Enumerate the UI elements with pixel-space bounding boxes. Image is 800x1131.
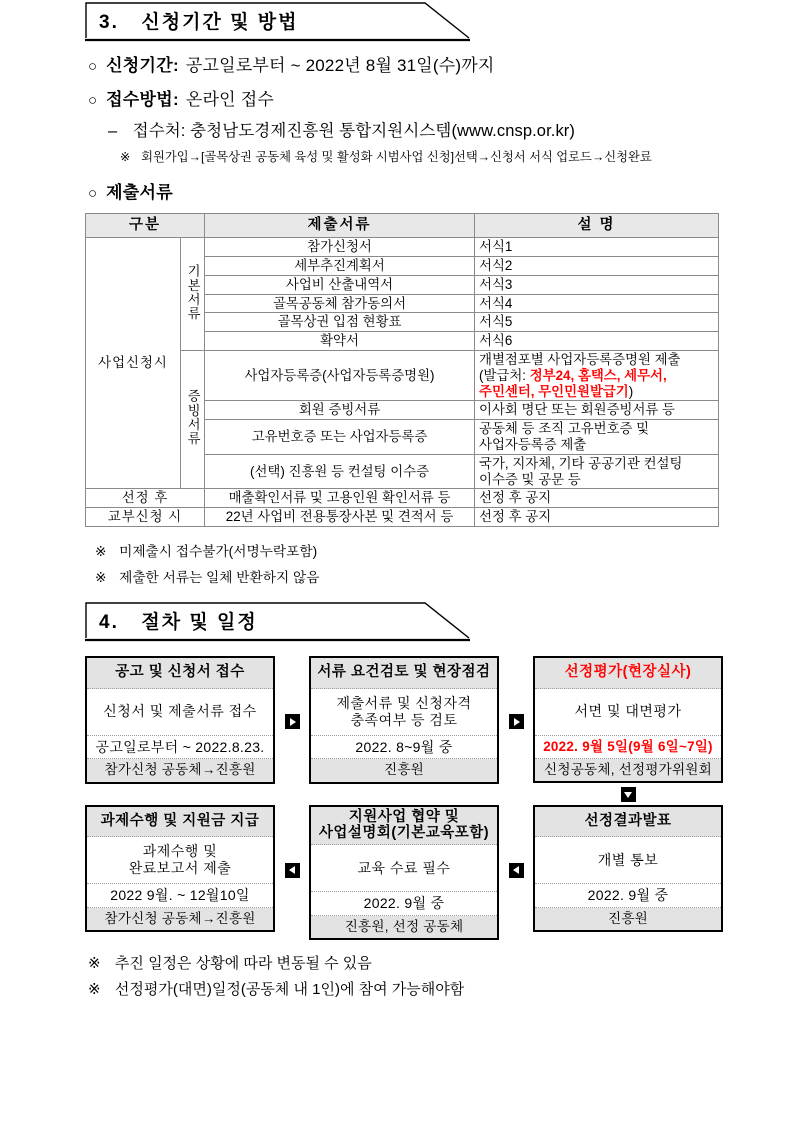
flow-step-org: 진흥원 (535, 908, 721, 930)
right-arrow-icon (285, 714, 300, 729)
col-header-category: 구분 (86, 214, 205, 238)
col-header-document: 제출서류 (205, 214, 475, 238)
flow-step-date: 2022. 9월 중 (311, 892, 497, 916)
table-note-2 (95, 566, 800, 586)
flow-step-title: 과제수행 및 지원금 지급 (87, 807, 273, 837)
table-row (86, 489, 719, 508)
table-header-row (86, 214, 719, 238)
process-note-text: 회원가입→[골목상권 공동체 육성 및 활성화 시범사업 신청]선택→신청서 서식 업로드→신청완료 (141, 150, 652, 164)
flow-step-date: 2022. 8~9월 중 (311, 736, 497, 760)
flow-step-date: 공고일로부터 ~ 2022.8.23. (87, 736, 273, 760)
issuer-red-1: 정부24, 홈택스, 세무서, (529, 367, 667, 383)
down-arrow-icon (621, 787, 636, 802)
flow-step-body: 신청서 및 제출서류 접수 (87, 689, 273, 736)
section-3-title-text: 신청기간 및 방법 (141, 12, 299, 33)
table-row (86, 238, 719, 257)
flow-step-title-line1: 지원사업 협약 및 (348, 808, 460, 825)
dash-mark: – (108, 122, 118, 140)
col-header-description: 설 명 (475, 214, 719, 238)
flow-step-title: 공고 및 신청서 접수 (87, 658, 273, 688)
note-mark-icon: ※ (95, 570, 107, 586)
doc-name: 회원 증빙서류 (205, 401, 475, 420)
flow-step-date: 2022. 9월 중 (535, 884, 721, 908)
group-basic-cell: 기본서류 (181, 238, 205, 351)
doc-name: 22년 사업비 전용통장사본 및 견적서 등 (205, 508, 475, 527)
flow-note-1-text: 추진 일정은 상황에 따라 변동될 수 있음 (114, 955, 372, 973)
submission-docs-heading (88, 178, 800, 203)
doc-desc: 서식3 (475, 275, 719, 294)
table-note-1 (95, 540, 800, 560)
section-4-title (99, 607, 258, 634)
flow-step-body (87, 837, 273, 884)
flow-step-title: 서류 요건검토 및 현장점검 (311, 658, 497, 688)
doc-desc: 이사회 명단 또는 회원증빙서류 등 (475, 401, 719, 420)
application-method-value: 온라인 접수 (185, 90, 274, 109)
left-arrow-icon (285, 863, 300, 878)
doc-name: 세부추진계획서 (205, 256, 475, 275)
receiver-text: 접수처: 충청남도경제진흥원 통합지원시스템(www.cnsp.or.kr) (132, 122, 575, 140)
application-period-label: 신청기간: (106, 56, 179, 75)
doc-desc (475, 420, 719, 455)
process-flowchart (85, 656, 800, 940)
flow-arrow-2 (499, 656, 533, 729)
doc-desc-line2: (발급처: 정부24, 홈택스, 세무서, (479, 367, 667, 383)
flow-note-2-text: 선정평가(대면)일정(공동체 내 1인)에 참여 가능해야함 (114, 981, 465, 999)
doc-name: 사업자등록증(사업자등록증명원) (205, 350, 475, 400)
flow-step-date: 2022. 9월 5일(9월 6일~7일) (535, 736, 721, 759)
flow-step-date: 2022 9월. ~ 12월10일 (87, 884, 273, 908)
category-grant-request: 교부신청 시 (86, 508, 205, 527)
flow-step-title: 선정평가(현장실사) (535, 658, 721, 688)
doc-desc-line1: 공동체 등 조직 고유번호증 및 (479, 421, 650, 437)
doc-desc (475, 350, 719, 400)
flow-step-title: 선정결과발표 (535, 807, 721, 837)
submission-documents-table (85, 213, 719, 527)
flow-step-body: 개별 통보 (535, 837, 721, 884)
doc-desc: 선정 후 공지 (475, 489, 719, 508)
flow-step-title (311, 807, 497, 845)
bullet-circle-icon: ○ (88, 58, 98, 75)
doc-name: (선택) 진흥원 등 컨설팅 이수증 (205, 454, 475, 489)
flow-arrow-1 (275, 656, 309, 729)
flow-note-2 (88, 978, 800, 999)
doc-desc-line2: 사업자등록증 제출 (479, 437, 587, 453)
application-period-value: 공고일로부터 ~ 2022년 8월 31일(수)까지 (185, 56, 495, 75)
issuer-red-2: 주민센터, 무인민원발급기 (479, 383, 629, 399)
left-arrow-icon (509, 863, 524, 878)
flow-step-execution (85, 805, 275, 933)
doc-desc: 서식1 (475, 238, 719, 257)
table-row (86, 508, 719, 527)
application-method-line (88, 85, 800, 110)
doc-desc: 서식2 (475, 256, 719, 275)
table-note-1-text: 미제출시 접수불가(서명누락포함) (119, 544, 318, 560)
note-mark-icon: ※ (88, 955, 101, 973)
doc-desc-line1: 국가, 지자체, 기타 공공기관 컨설팅 (479, 455, 683, 471)
flow-step-org: 신청공동체, 선정평가위원회 (535, 759, 721, 781)
doc-desc: 서식6 (475, 332, 719, 351)
flow-step-result (533, 805, 723, 933)
receiver-line (108, 117, 800, 141)
flow-step-announcement (85, 656, 275, 784)
doc-name: 골목공동체 참가동의서 (205, 294, 475, 313)
flow-step-body: 교육 수료 필수 (311, 845, 497, 892)
doc-name: 고유번호증 또는 사업자등록증 (205, 420, 475, 455)
doc-desc: 서식5 (475, 313, 719, 332)
section-3-header (85, 0, 470, 42)
section-3-title (99, 7, 298, 34)
flow-step-body-line1: 과제수행 및 (142, 843, 218, 860)
doc-name: 확약서 (205, 332, 475, 351)
flow-vertical-connector (533, 784, 723, 805)
table-row (86, 350, 719, 400)
doc-name: 매출확인서류 및 고용인원 확인서류 등 (205, 489, 475, 508)
flow-step-body-line1: 제출서류 및 신청자격 (336, 694, 472, 711)
flow-step-org: 진흥원 (311, 759, 497, 781)
note-mark-icon: ※ (88, 981, 101, 999)
doc-desc (475, 454, 719, 489)
flow-row-2 (85, 805, 800, 940)
flow-step-org: 참가신청 공동체→진흥원 (87, 759, 273, 781)
doc-name: 참가신청서 (205, 238, 475, 257)
submission-docs-heading-text: 제출서류 (106, 183, 173, 202)
flow-step-body (311, 689, 497, 736)
category-apply-cell: 사업신청시 (86, 238, 181, 489)
bullet-circle-icon: ○ (88, 185, 98, 202)
flow-step-title-line2: 사업설명회(기본교육포함) (318, 825, 490, 842)
section-4-number: 4. (99, 612, 119, 634)
right-arrow-icon (509, 714, 524, 729)
doc-desc: 서식4 (475, 294, 719, 313)
flow-step-body-line2: 완료보고서 제출 (128, 860, 232, 876)
doc-desc-line3: 주민센터, 무인민원발급기) (479, 383, 634, 399)
flow-row-1 (85, 656, 800, 784)
application-period-line (88, 51, 800, 76)
doc-desc: 선정 후 공지 (475, 508, 719, 527)
section-4-title-text: 절차 및 일정 (141, 612, 258, 634)
flow-arrow-4 (499, 805, 533, 878)
section-4-header (85, 600, 470, 642)
process-note-line (120, 147, 800, 165)
bullet-circle-icon: ○ (88, 92, 98, 109)
application-method-label: 접수방법: (106, 90, 179, 109)
flow-step-evaluation (533, 656, 723, 783)
flow-step-org: 참가신청 공동체→진흥원 (87, 908, 273, 930)
doc-name: 사업비 산출내역서 (205, 275, 475, 294)
flow-step-review (309, 656, 499, 784)
flow-arrow-3 (275, 805, 309, 878)
note-mark-icon: ※ (95, 544, 107, 560)
flow-step-body-line2: 충족여부 등 검토 (350, 711, 458, 728)
flow-note-1 (88, 952, 800, 973)
note-mark-icon: ※ (120, 150, 131, 164)
category-after-selection: 선정 후 (86, 489, 205, 508)
table-note-2-text: 제출한 서류는 일체 반환하지 않음 (119, 570, 320, 586)
doc-name: 골목상권 입점 현황표 (205, 313, 475, 332)
section-3-number: 3. (99, 12, 119, 33)
flow-step-body: 서면 및 대면평가 (535, 689, 721, 736)
doc-desc-line2: 이수증 및 공문 등 (479, 471, 581, 487)
group-proof-cell: 증빙서류 (181, 350, 205, 489)
flow-step-org: 진흥원, 선정 공동체 (311, 916, 497, 938)
doc-desc-line1: 개별점포별 사업자등록증명원 제출 (479, 351, 681, 367)
flow-step-agreement (309, 805, 499, 940)
